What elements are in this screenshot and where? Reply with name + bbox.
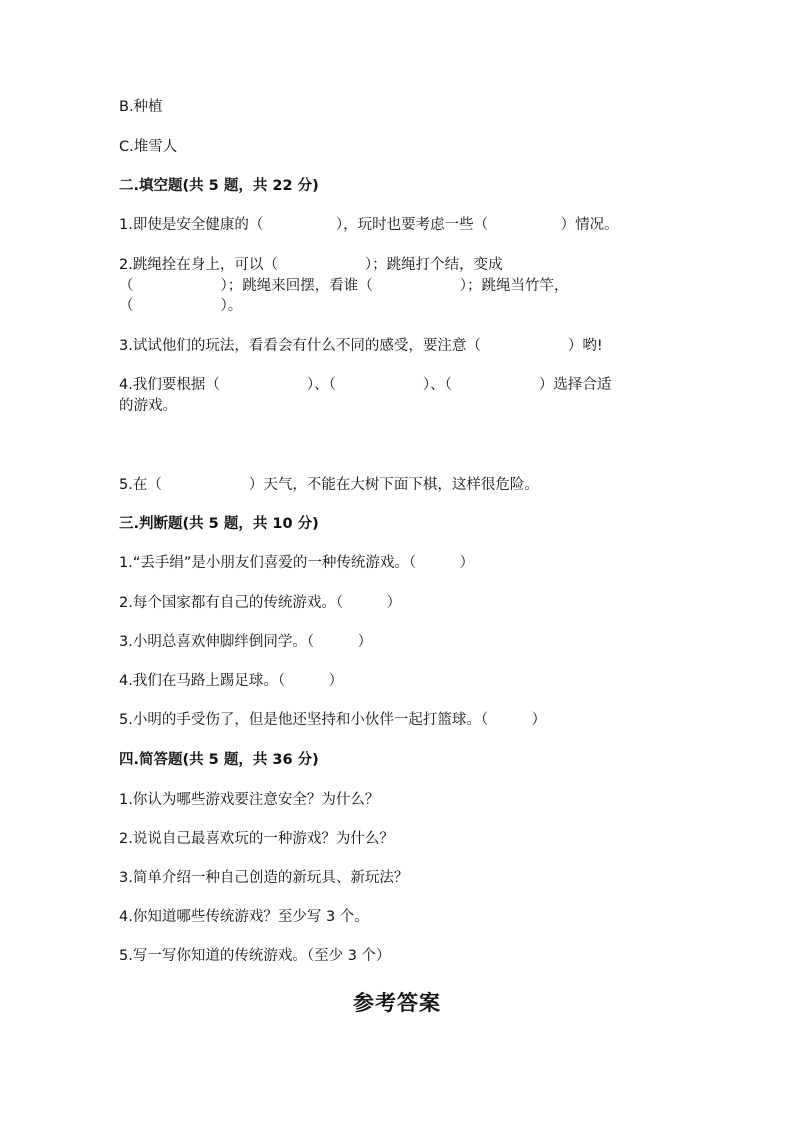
fill-blank-q4-line2: 的游戏。	[119, 398, 177, 414]
short-answer-q4: 4.你知道哪些传统游戏？至少写 3 个。	[119, 909, 369, 925]
fill-blank-heading: 二.填空题(共 5 题，共 22 分)	[119, 178, 319, 194]
fill-blank-q2-line3: （ ）。	[119, 298, 243, 314]
answer-key-title: 参考答案	[353, 990, 441, 1015]
judge-q5: 5.小明的手受伤了，但是他还坚持和小伙伴一起打篮球。（ ）	[119, 712, 547, 728]
judge-q1: 1.“丢手绢”是小朋友们喜爱的一种传统游戏。（ ）	[119, 555, 475, 571]
judge-q4: 4.我们在马路上踢足球。（ ）	[119, 673, 344, 689]
short-answer-heading: 四.简答题(共 5 题，共 36 分)	[119, 752, 319, 768]
fill-blank-q2-line2: （ ）；跳绳来回摆，看谁（ ）；跳绳当竹竿，	[119, 278, 569, 294]
fill-blank-q5: 5.在（ ）天气，不能在大树下面下棋，这样很危险。	[119, 477, 539, 493]
short-answer-q2: 2.说说自己最喜欢玩的一种游戏？为什么？	[119, 831, 394, 847]
short-answer-q5: 5.写一写你知道的传统游戏。（至少 3 个）	[119, 948, 391, 964]
short-answer-q3: 3.简单介绍一种自己创造的新玩具、新玩法？	[119, 870, 409, 886]
option-c: C.堆雪人	[119, 139, 178, 155]
judge-q3: 3.小明总喜欢伸脚绊倒同学。（ ）	[119, 634, 373, 650]
fill-blank-q1: 1.即使是安全健康的（ ），玩时也要考虑一些（ ）情况。	[119, 217, 619, 233]
judge-heading: 三.判断题(共 5 题，共 10 分)	[119, 516, 319, 532]
option-b: B.种植	[119, 99, 163, 115]
fill-blank-q3: 3.试试他们的玩法，看看会有什么不同的感受，要注意（ ）哟!	[119, 338, 603, 354]
fill-blank-q4-line1: 4.我们要根据（ ）、（ ）、（ ）选择合适	[119, 377, 612, 393]
fill-blank-q2-line1: 2.跳绳拴在身上，可以（ ）；跳绳打个结，变成	[119, 257, 503, 273]
short-answer-q1: 1.你认为哪些游戏要注意安全？为什么？	[119, 792, 380, 808]
judge-q2: 2.每个国家都有自己的传统游戏。（ ）	[119, 595, 402, 611]
